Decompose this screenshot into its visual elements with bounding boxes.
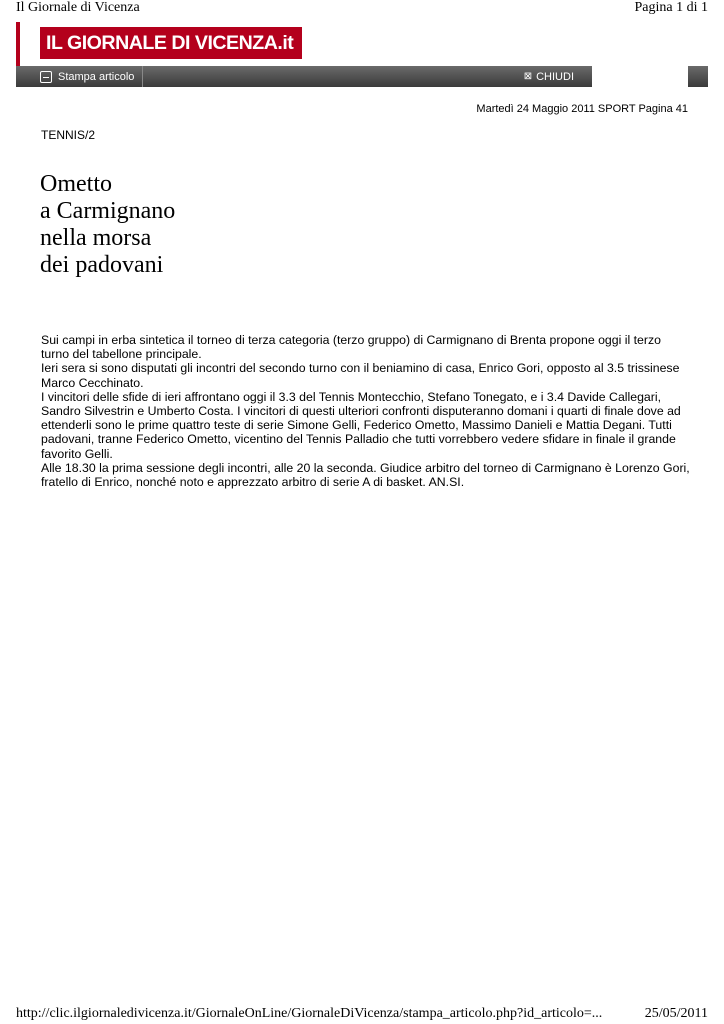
article-paragraph: Ieri sera si sono disputati gli incontri del secondo turno con il beniamino di casa, Enrico Gori, opposto al 3.5 trissinese Marco Cecchinato. [41,361,680,390]
title-line: a Carmignano [40,198,176,224]
print-footer-date: 25/05/2011 [644,1006,708,1021]
print-header-site: Il Giornale di Vicenza [16,0,140,15]
close-button[interactable] [524,66,574,87]
article-dateline: Martedì 24 Maggio 2011 SPORT Pagina 41 [476,103,688,115]
close-label: CHIUDI [536,70,574,83]
toolbar-end-block [688,66,708,87]
print-footer-url: http://clic.ilgiornaledivicenza.it/GiornaleOnLine/GiornaleDiVicenza/stampa_articolo.php?id_articolo=... [16,1006,603,1021]
title-line: nella morsa [40,225,152,251]
article-title [40,171,175,279]
article-paragraph: I vincitori delle sfide di ieri affrontano oggi il 3.3 del Tennis Montecchio, Stefano Tonegato, e i 3.4 Davide Callegari, Sandro Silvestrin e Umberto Costa. I vincitori di questi ulteriori confronti disputeranno domani i quarti di finale dove ad ettenderli sono le prime quattro teste di serie Simone Gelli, Federico Ometto, Massimo Danieli e Mattia Degani. Tutti padovani, tranne Federico Ometto, vicentino del Tennis Palladio che tutti vorrebbero vedere sfidare in finale il grande favorito Gelli. [41,389,681,461]
logo-accent-bar [16,22,20,66]
article-body [41,333,691,489]
article-paragraph: Alle 18.30 la prima sessione degli incontri, alle 20 la seconda. Giudice arbitro del torneo di Carmignano è Lorenzo Gori, fratello di Enrico, nonché noto e apprezzato arbitro di serie A di basket. AN.SI. [41,460,690,490]
print-header-page: Pagina 1 di 1 [634,0,708,15]
title-line: dei padovani [40,252,164,278]
close-box-icon: ⊠ [523,71,533,82]
print-article-button[interactable] [16,66,143,87]
printer-icon [40,71,52,83]
article-toolbar [16,66,592,87]
title-line: Ometto [40,171,112,197]
article-paragraph: Sui campi in erba sintetica il torneo di terza categoria (terzo gruppo) di Carmignano di Brenta propone oggi il terzo turno del tabellone principale. [41,333,661,362]
print-article-label: Stampa articolo [58,70,135,83]
article-kicker: TENNIS/2 [41,128,96,142]
site-logo[interactable]: IL GIORNALE DI VICENZA.it [40,27,302,59]
